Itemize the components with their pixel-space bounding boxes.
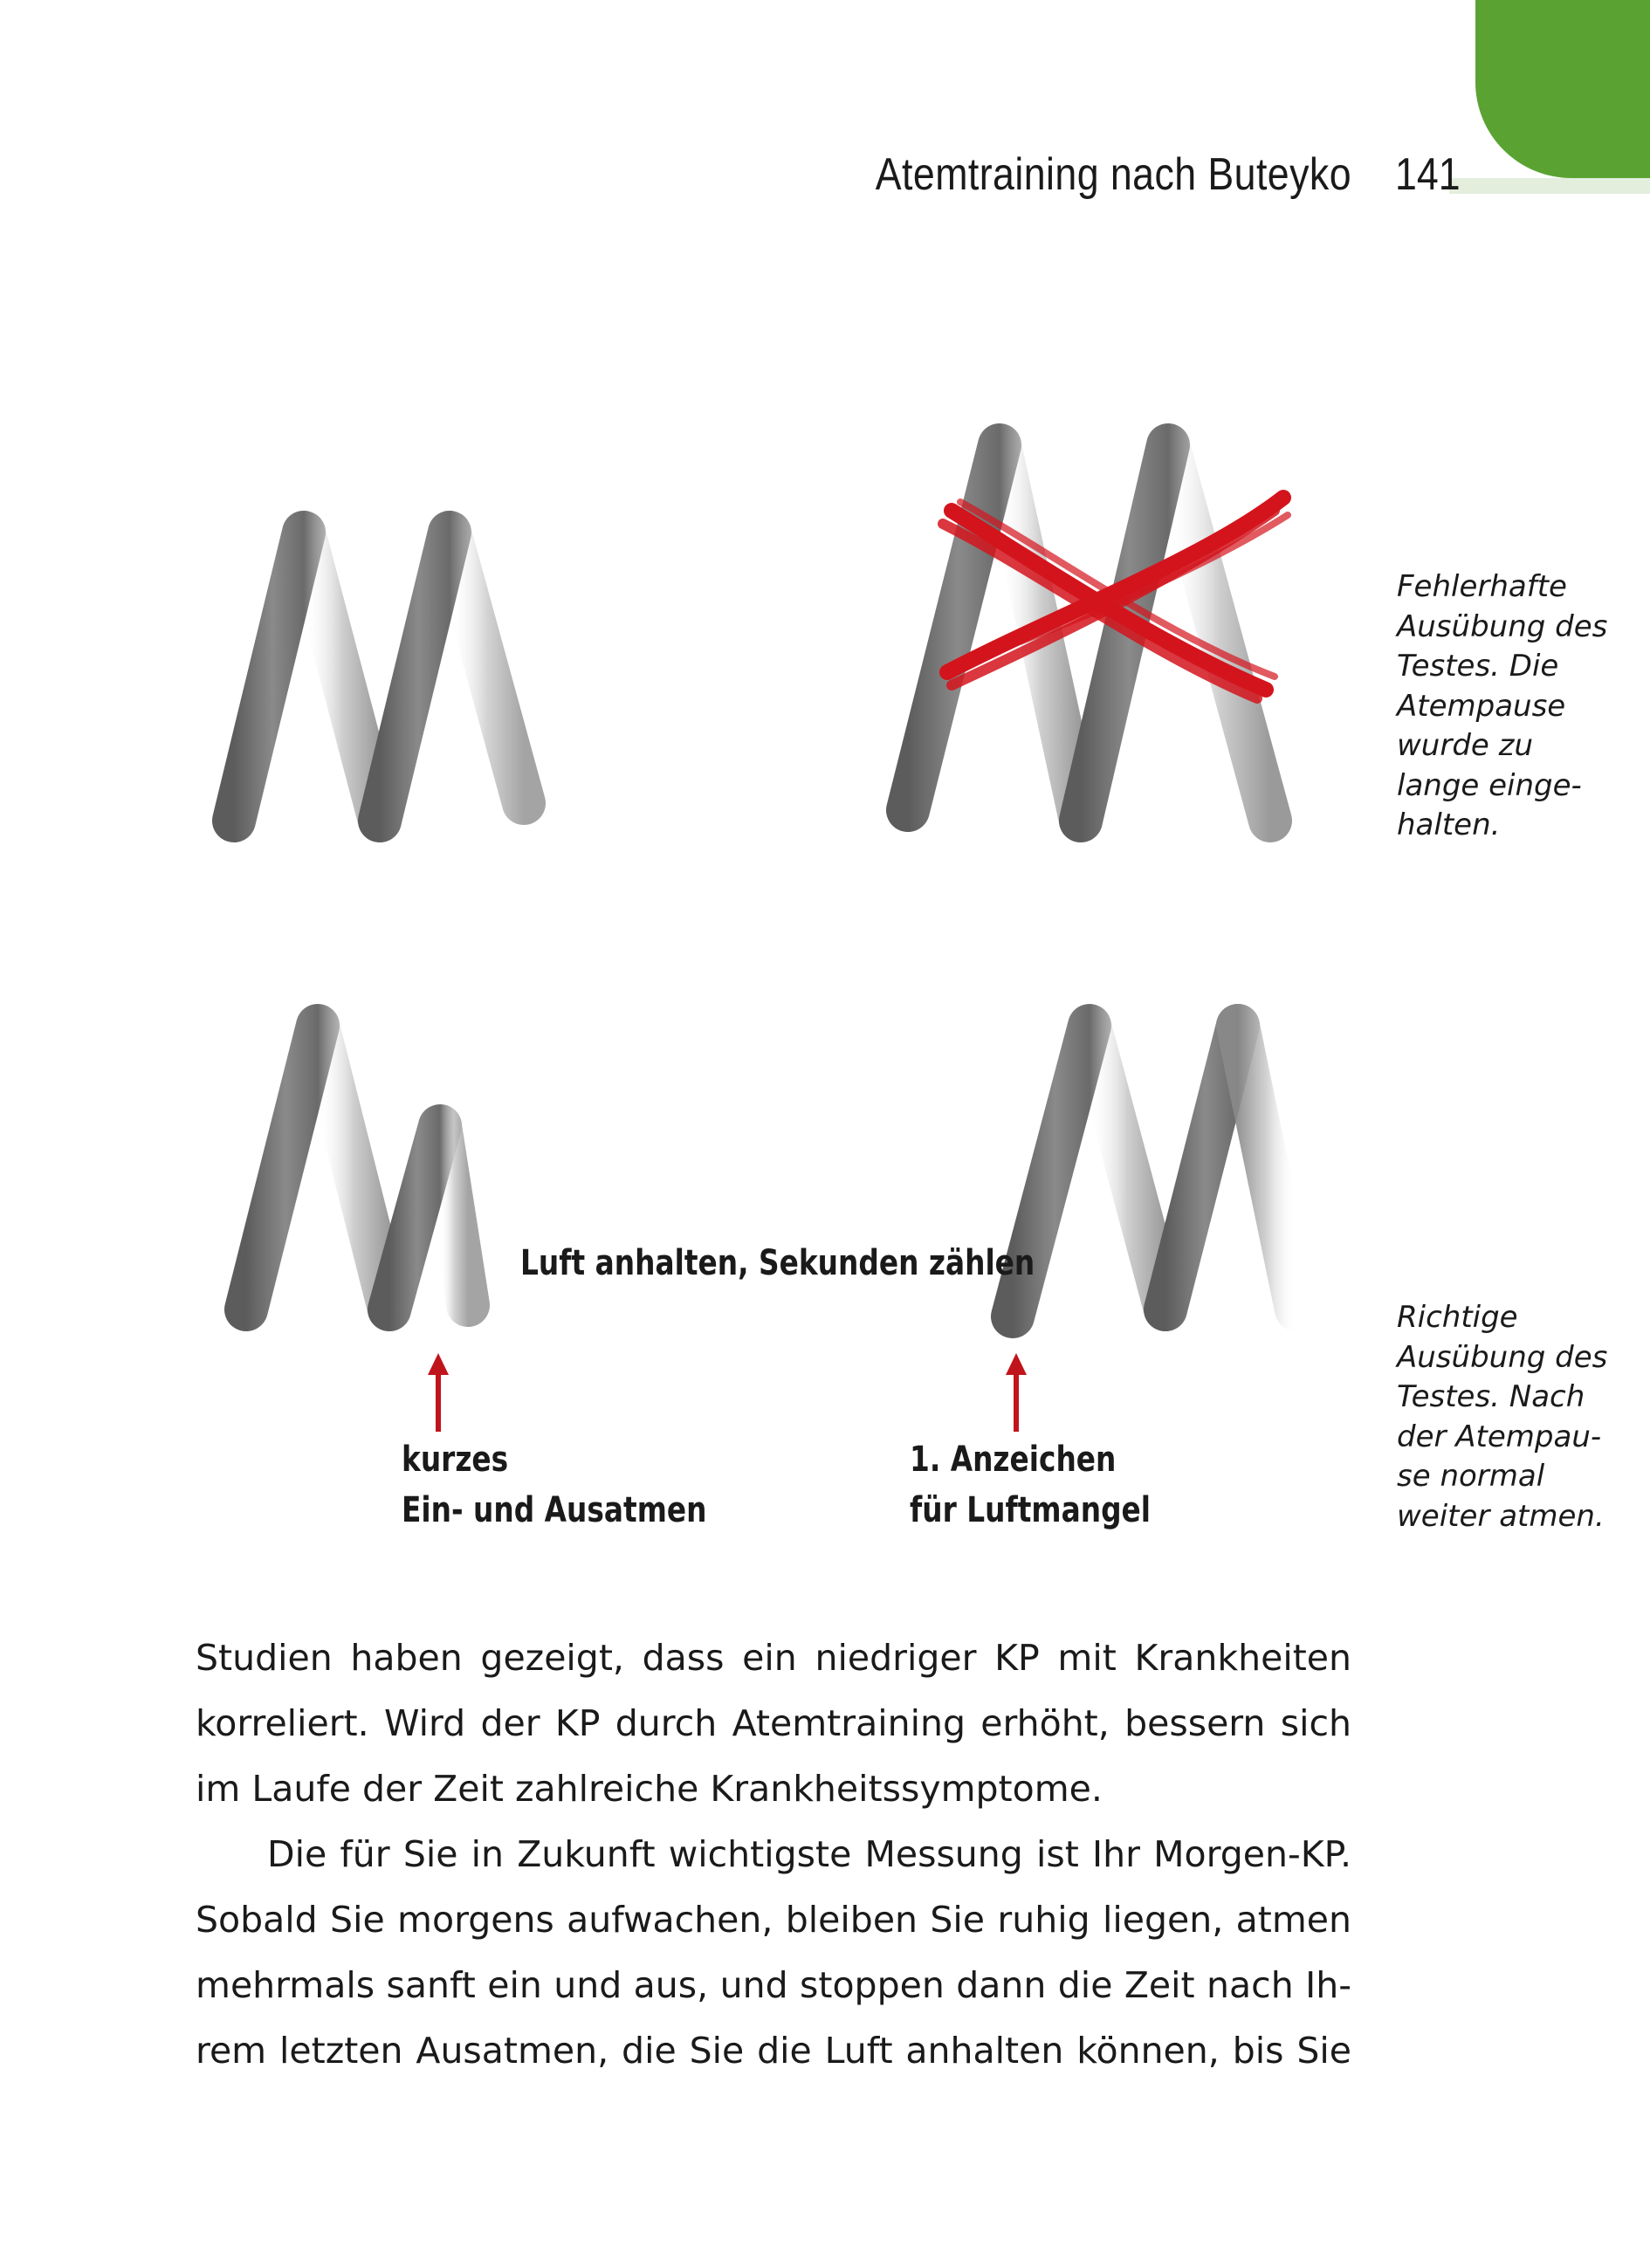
paragraph-1 [196,1625,1351,1822]
incorrect-breath-curve [234,445,1270,821]
first-sign-label: 1. Anzeichen für Luftmangel [910,1440,1152,1530]
page-number: 141 [1395,149,1461,200]
text-line: mehrmals sanft ein und aus, und stoppen dann die Zeit nach Ih- [196,1964,1351,2006]
text-line: Studien haben gezeigt, dass ein niedriger KP mit Krankheiten [196,1637,1351,1679]
arrow-first-sign [1006,1353,1027,1432]
caption-incorrect: Fehlerhafte Ausübung des Testes. Die Atempause wurde zu lange einge- halten. [1397,569,1608,842]
arrow-short-breath [428,1353,449,1432]
hold-breath-label: Luft anhalten, Sekunden zählen [520,1243,1035,1283]
paragraph-2 [196,1822,1351,2084]
text-line: im Laufe der Zeit zahlreiche Krankheitssymptome. [196,1768,1103,1810]
text-line: korreliert. Wird der KP durch Atemtraining erhöht, bessern sich [196,1702,1351,1744]
body-text [196,1625,1351,2084]
caption-correct: Richtige Ausübung des Testes. Nach der Atempau- se normal weiter atmen. [1397,1300,1608,1534]
running-title: Atemtraining nach Buteyko [875,149,1351,200]
short-breath-label: kurzes Ein- und Ausatmen [402,1440,707,1530]
text-line: rem letzten Ausatmen, die Sie die Luft anhalten können, bis Sie [196,2030,1351,2072]
text-line: Die für Sie in Zukunft wichtigste Messung ist Ihr Morgen-KP. [267,1833,1351,1875]
text-line: Sobald Sie morgens aufwachen, bleiben Sie ruhig liegen, atmen [196,1899,1351,1941]
